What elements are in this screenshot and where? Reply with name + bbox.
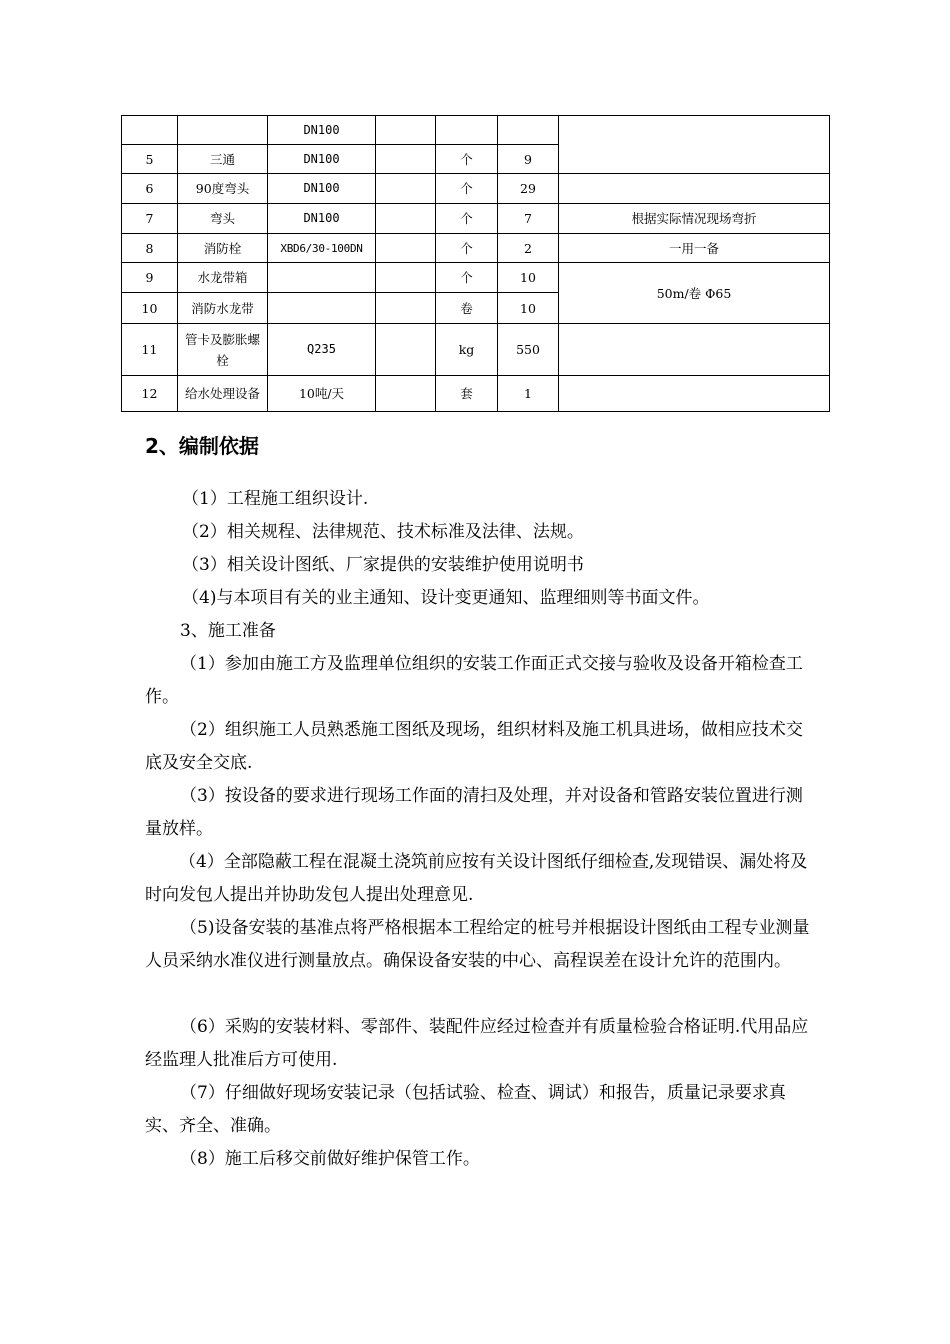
cell-name: 管卡及膨胀螺栓	[178, 324, 268, 376]
cell-qty	[498, 116, 559, 145]
cell-name	[178, 116, 268, 145]
cell-extra	[376, 376, 436, 412]
table-row	[122, 263, 830, 293]
cell-no: 6	[122, 174, 178, 204]
cell-unit: 个	[436, 204, 498, 234]
cell-no: 5	[122, 145, 178, 174]
basis-item-4: （4)与本项目有关的业主通知、设计变更通知、监理细则等书面文件。	[182, 588, 710, 608]
cell-no	[122, 116, 178, 145]
cell-spec: XBD6/30-100DN	[268, 234, 376, 263]
cell-no: 12	[122, 376, 178, 412]
cell-extra	[376, 145, 436, 174]
table-row	[122, 376, 830, 412]
prep-item-8: （8）施工后移交前做好维护保管工作。	[180, 1149, 480, 1169]
cell-unit: 个	[436, 174, 498, 204]
cell-remark	[559, 324, 830, 376]
cell-unit: 个	[436, 263, 498, 293]
cell-extra	[376, 293, 436, 324]
cell-no: 9	[122, 263, 178, 293]
cell-name: 给水处理设备	[178, 376, 268, 412]
prep-item-1: （1）参加由施工方及监理单位组织的安装工作面正式交接与验收及设备开箱检查工作。	[145, 654, 803, 707]
cell-qty: 10	[498, 263, 559, 293]
materials-table	[121, 115, 830, 412]
cell-remark	[559, 174, 830, 204]
cell-extra	[376, 204, 436, 234]
cell-unit	[436, 116, 498, 145]
section-2-heading: 2、编制依据	[145, 434, 259, 458]
cell-spec: 10吨/天	[268, 376, 376, 412]
section-3-heading: 3、施工准备	[180, 621, 276, 641]
cell-remark: 根据实际情况现场弯折	[559, 204, 830, 234]
cell-no: 10	[122, 293, 178, 324]
table-row	[122, 116, 830, 145]
table-row	[122, 174, 830, 204]
table-row	[122, 234, 830, 263]
cell-qty: 29	[498, 174, 559, 204]
cell-extra	[376, 263, 436, 293]
cell-spec: DN100	[268, 204, 376, 234]
cell-name: 消防栓	[178, 234, 268, 263]
cell-extra	[376, 116, 436, 145]
cell-name: 水龙带箱	[178, 263, 268, 293]
cell-spec: Q235	[268, 324, 376, 376]
cell-spec: DN100	[268, 174, 376, 204]
cell-name: 消防水龙带	[178, 293, 268, 324]
prep-item-3: （3）按设备的要求进行现场工作面的清扫及处理，并对设备和管路安装位置进行测量放样。	[145, 786, 803, 839]
cell-no: 8	[122, 234, 178, 263]
cell-spec: DN100	[268, 145, 376, 174]
cell-extra	[376, 234, 436, 263]
cell-spec: DN100	[268, 116, 376, 145]
cell-unit: 套	[436, 376, 498, 412]
cell-name: 三通	[178, 145, 268, 174]
cell-name: 弯头	[178, 204, 268, 234]
cell-unit: 个	[436, 234, 498, 263]
cell-qty: 1	[498, 376, 559, 412]
table-row	[122, 324, 830, 376]
prep-item-2: （2）组织施工人员熟悉施工图纸及现场，组织材料及施工机具进场，做相应技术交底及安全交底.	[145, 720, 803, 773]
cell-qty: 550	[498, 324, 559, 376]
cell-spec	[268, 293, 376, 324]
cell-qty: 7	[498, 204, 559, 234]
table-row	[122, 204, 830, 234]
cell-extra	[376, 324, 436, 376]
cell-remark	[559, 116, 830, 174]
cell-no: 11	[122, 324, 178, 376]
cell-remark: 50m/卷 Φ65	[559, 263, 830, 324]
cell-no: 7	[122, 204, 178, 234]
cell-remark	[559, 376, 830, 412]
cell-unit: 卷	[436, 293, 498, 324]
prep-item-4: （4）全部隐蔽工程在混凝土浇筑前应按有关设计图纸仔细检查,发现错误、漏处将及时向发包人提出并协助发包人提出处理意见.	[145, 852, 808, 905]
cell-qty: 2	[498, 234, 559, 263]
cell-remark: 一用一备	[559, 234, 830, 263]
cell-spec	[268, 263, 376, 293]
basis-item-1: （1）工程施工组织设计.	[182, 489, 369, 509]
cell-extra	[376, 174, 436, 204]
prep-item-6: （6）采购的安装材料、零部件、装配件应经过检查并有质量检验合格证明.代用品应经监理人批准后方可使用.	[145, 1017, 809, 1070]
cell-unit: kg	[436, 324, 498, 376]
prep-item-7: （7）仔细做好现场安装记录（包括试验、检查、调试）和报告，质量记录要求真实、齐全、准确。	[145, 1083, 786, 1136]
basis-item-3: （3）相关设计图纸、厂家提供的安装维护使用说明书	[182, 555, 584, 575]
cell-qty: 9	[498, 145, 559, 174]
prep-item-5: （5)设备安装的基准点将严格根据本工程给定的桩号并根据设计图纸由工程专业测量人员采纳水准仪进行测量放点。确保设备安装的中心、高程误差在设计允许的范围内。	[145, 918, 810, 971]
cell-unit: 个	[436, 145, 498, 174]
cell-qty: 10	[498, 293, 559, 324]
cell-name: 90度弯头	[178, 174, 268, 204]
basis-item-2: （2）相关规程、法律规范、技术标准及法律、法规。	[182, 522, 584, 542]
